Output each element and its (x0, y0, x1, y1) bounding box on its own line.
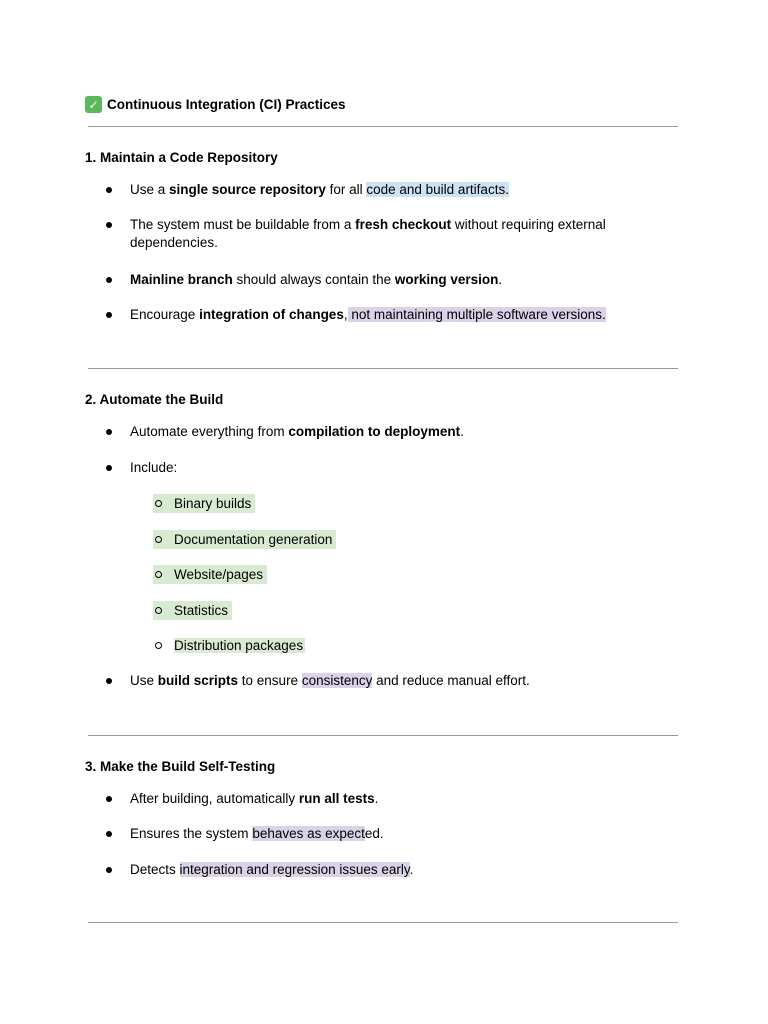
text: without requiring external dependencies. (130, 217, 606, 250)
bullet-icon (106, 187, 112, 193)
bold-text: integration of changes (199, 307, 344, 322)
text: Automate everything from (130, 424, 289, 439)
section-heading-2: 2. Automate the Build (85, 392, 224, 407)
bullet-icon (106, 312, 112, 318)
highlighted-text: behaves as expect (252, 826, 365, 841)
text: Documentation generation (174, 532, 333, 547)
text: Use (130, 673, 158, 688)
sub-list-item (153, 601, 232, 620)
list-item (130, 459, 650, 477)
text: for all (325, 182, 367, 197)
bullet-icon (106, 867, 112, 873)
text: Use a (130, 182, 170, 197)
list-item (130, 306, 650, 324)
list-item (130, 216, 650, 252)
list-item (130, 825, 650, 843)
text: . (460, 424, 464, 439)
text: . (409, 862, 414, 877)
text: Website/pages (174, 567, 264, 582)
bullet-icon (106, 222, 112, 228)
document-title: Continuous Integration (CI) Practices (107, 97, 346, 112)
bold-text: Mainline branch (130, 272, 233, 287)
highlighted-text: integration and regression issues early (179, 862, 410, 877)
text: should always contain the (232, 272, 395, 287)
text: . (374, 791, 379, 806)
text: Statistics (174, 603, 229, 618)
circle-bullet-icon (155, 607, 162, 614)
bold-text: single source repository (169, 182, 326, 197)
circle-bullet-icon (155, 536, 162, 543)
text: to ensure (238, 673, 302, 688)
bullet-icon (106, 678, 112, 684)
divider (88, 126, 678, 127)
check-mark-icon: ✓ (85, 96, 102, 113)
text: Binary builds (174, 496, 252, 511)
section-heading-1: 1. Maintain a Code Repository (85, 150, 278, 165)
text: ed. (364, 826, 384, 841)
text: The system must be buildable from a (130, 217, 356, 232)
highlighted-text: consistency (301, 673, 373, 688)
circle-bullet-icon (155, 642, 162, 649)
bullet-icon (106, 796, 112, 802)
circle-bullet-icon (155, 571, 162, 578)
circle-bullet-icon (155, 500, 162, 507)
text: After building, automatically (130, 791, 299, 806)
text: Distribution packages (174, 638, 304, 653)
sub-list-item (153, 565, 267, 584)
divider (88, 368, 678, 369)
bullet-icon (106, 429, 112, 435)
document-title-row (85, 96, 346, 113)
text: Detects (130, 862, 180, 877)
bullet-icon (106, 831, 112, 837)
bold-text: working version (394, 272, 499, 287)
list-item (130, 271, 650, 289)
list-item (130, 423, 650, 441)
list-item (130, 672, 650, 690)
list-item (130, 181, 650, 199)
sub-list-item (153, 636, 309, 655)
sub-list-item (153, 494, 255, 513)
bullet-icon (106, 465, 112, 471)
section-heading-3: 3. Make the Build Self-Testing (85, 759, 276, 774)
bold-text: fresh checkout (355, 217, 452, 232)
text: Encourage (130, 307, 200, 322)
bold-text: compilation to deployment (288, 424, 461, 439)
bold-text: build scripts (157, 673, 239, 688)
divider (88, 735, 678, 736)
highlighted-text: not maintaining multiple software versions. (347, 307, 606, 322)
text: Include: (130, 460, 178, 475)
list-item (130, 790, 650, 808)
highlighted-text: code and build artifacts. (366, 182, 509, 197)
text: and reduce manual effort. (372, 673, 530, 688)
sub-list-item (153, 530, 336, 549)
divider (88, 922, 678, 923)
list-item (130, 861, 650, 879)
text: , (343, 307, 348, 322)
bullet-icon (106, 277, 112, 283)
text: . (498, 272, 503, 287)
text: Ensures the system (130, 826, 253, 841)
bold-text: run all tests (298, 791, 375, 806)
